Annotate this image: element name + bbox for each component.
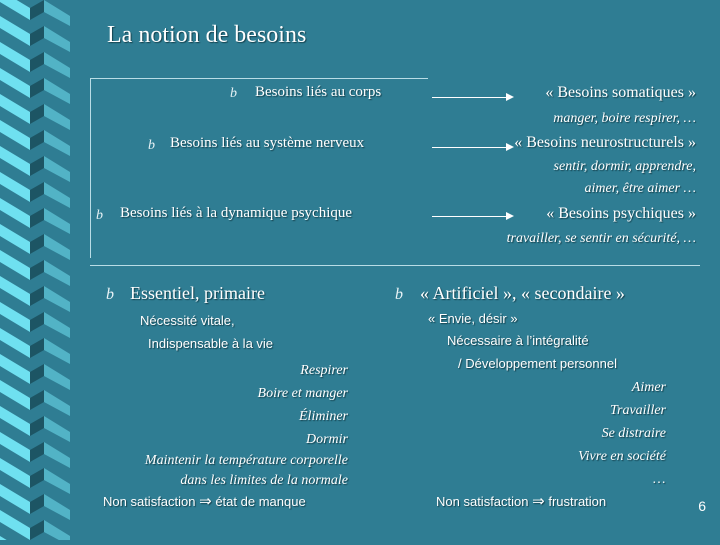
stripe-segment [30,390,44,410]
stripe-segment [44,364,70,390]
stripe-segment [0,250,30,280]
list-item: Respirer [300,363,348,378]
stripe-segment [44,52,70,78]
stripe-segment [30,182,44,202]
stripe-segment [0,224,30,254]
page-number: 6 [698,498,706,514]
stripe-segment [44,520,70,540]
stripe-segment [44,156,70,182]
stripe-segment [0,94,30,124]
implies-icon: ⇒ [532,493,545,510]
left-column-line: Nécessité vitale, [140,313,235,328]
left-column-items [145,359,348,491]
stripe-segment [44,416,70,442]
stripe-segment [0,198,30,228]
list-item: Se distraire [601,426,666,441]
stripe-segment [30,520,44,540]
stripe-segment [0,484,30,514]
stripe-segment [44,338,70,364]
need-result: « Besoins psychiques » [546,205,696,222]
arrow-icon [432,147,512,148]
stripe-segment [30,156,44,176]
stripe-segment [44,208,70,234]
stripe-segment [44,260,70,286]
stripe-segment [0,120,30,150]
need-label: Besoins liés à la dynamique psychique [120,205,353,221]
stripe-segment [44,312,70,338]
stripe-segment [44,468,70,494]
stripe-segment [30,104,44,124]
stripe-graphic [0,0,80,540]
stripe-segment [44,494,70,520]
stripe-segment [30,52,44,72]
stripe-segment [0,302,30,332]
arrow-icon [432,97,512,98]
stripe-segment [0,354,30,384]
footer-label: Non satisfaction [436,494,529,509]
footer-label: Non satisfaction [103,494,196,509]
left-column-footer [103,492,306,510]
bullet-icon: b [230,86,237,101]
stripe-segment [44,104,70,130]
stripe-segment [30,494,44,514]
list-item: Aimer [631,380,666,395]
stripe-segment [44,26,70,52]
list-item: Vivre en société [578,449,666,464]
need-label: Besoins liés au système nerveux [170,135,365,151]
stripe-segment [30,208,44,228]
stripe-segment [30,468,44,488]
list-item: … [652,472,666,487]
stripe-segment [30,0,44,20]
stripe-segment [30,338,44,358]
frame-mid-line [90,265,700,266]
stripe-segment [0,458,30,488]
stripe-segment [30,260,44,280]
need-example: manger, boire respirer, … [553,111,696,126]
stripe-segment [0,510,30,540]
need-example: sentir, dormir, apprendre, [553,159,696,174]
arrow-icon [432,216,512,217]
footer-label: état de manque [215,494,306,509]
stripe-segment [30,364,44,384]
stripe-segment [30,234,44,254]
stripe-segment [30,78,44,98]
need-result: « Besoins neurostructurels » [514,134,696,151]
right-column-footer [436,492,606,510]
right-column-line: Nécessaire à l’intégralité [447,333,589,348]
implies-icon: ⇒ [199,493,212,510]
stripe-segment [44,390,70,416]
stripe-segment [44,130,70,156]
bullet-icon: b [148,138,155,153]
need-example: travailler, se sentir en sécurité, … [506,231,696,246]
stripe-segment [30,130,44,150]
need-example: aimer, être aimer … [584,181,696,196]
bullet-icon: b [106,286,114,303]
stripe-segment [0,380,30,410]
stripe-segment [0,328,30,358]
left-column-line: Indispensable à la vie [148,336,274,351]
stripe-segment [44,234,70,260]
frame-left-line [90,78,91,258]
stripe-segment [44,78,70,104]
bullet-icon: b [395,286,403,303]
list-item: Éliminer [299,409,348,424]
right-column-line: / Développement personnel [458,356,617,371]
stripe-segment [0,68,30,98]
decorative-stripe-bar [0,0,80,540]
frame-top-line [90,78,428,79]
stripe-segment [0,42,30,72]
stripe-segment [0,172,30,202]
list-item: Dormir [305,432,348,447]
slide-title: La notion de besoins [107,22,307,48]
need-label: Besoins liés au corps [255,84,382,100]
stripe-segment [0,276,30,306]
stripe-segment [0,406,30,436]
list-item: Maintenir la température corporelle [144,453,348,468]
stripe-segment [0,16,30,46]
list-item: Travailler [609,403,666,418]
stripe-segment [30,26,44,46]
left-column-header: Essentiel, primaire [130,283,265,303]
stripe-segment [44,286,70,312]
stripe-segment [44,442,70,468]
stripe-segment [30,416,44,436]
list-item: Boire et manger [257,386,348,401]
footer-label: frustration [548,494,607,509]
stripe-segment [44,182,70,208]
right-column-header: « Artificiel », « secondaire » [420,283,625,303]
right-column-items [578,376,666,491]
stripe-segment [30,442,44,462]
right-column-line: « Envie, désir » [428,311,518,326]
stripe-segment [0,146,30,176]
need-result: « Besoins somatiques » [545,84,696,101]
stripe-segment [30,286,44,306]
stripe-segment [44,0,70,26]
bullet-icon: b [96,208,103,223]
stripe-segment [0,432,30,462]
list-item: dans les limites de la normale [180,473,348,488]
stripe-segment [30,312,44,332]
stripe-segment [0,0,30,20]
